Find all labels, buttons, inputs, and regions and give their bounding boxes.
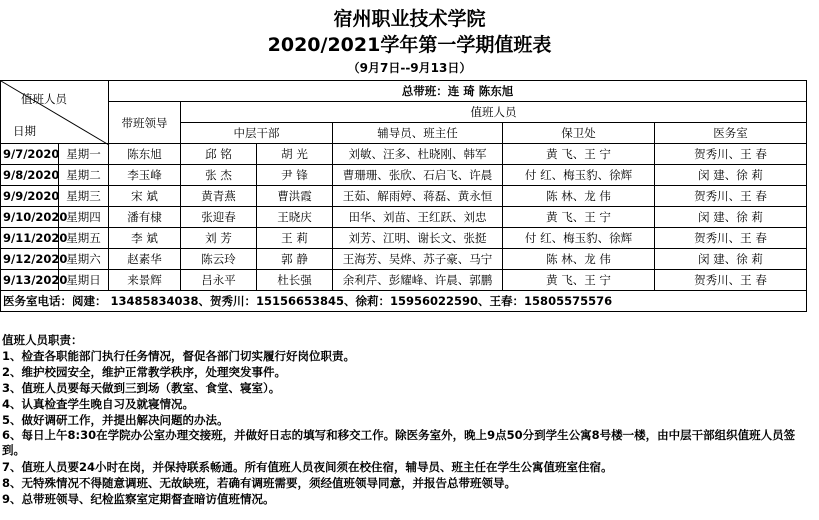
corner-date-label: 日期 — [13, 124, 36, 138]
middle-cadre-cell: 郭 静 — [257, 249, 333, 270]
middle-cadre-header: 中层干部 — [181, 123, 333, 144]
security-cell: 黄 飞、王 宁 — [503, 270, 655, 291]
security-cell: 陈 林、龙 伟 — [503, 249, 655, 270]
table-row — [1, 144, 807, 165]
security-cell: 黄 飞、王 宁 — [503, 144, 655, 165]
clinic-cell: 贺秀川、王 春 — [655, 270, 807, 291]
date-cell: 9/10/2020 — [1, 207, 59, 228]
leader-cell: 宋 斌 — [109, 186, 181, 207]
middle-cadre-cell: 张迎春 — [181, 207, 257, 228]
leader-cell: 李 斌 — [109, 228, 181, 249]
middle-cadre-cell: 胡 光 — [257, 144, 333, 165]
duty-schedule-table — [0, 80, 807, 312]
clinic-cell: 贺秀川、王 春 — [655, 144, 807, 165]
duty-item: 6、每日上午8:30在学院办公室办理交接班，并做好日志的填写和移交工作。除医务室外，晚上9点50分到学生公寓8号楼一楼，由中层干部组织值班人员签到。 — [2, 428, 796, 457]
duty-item: 9、总带班领导、纪检监察室定期督查暗访值班情况。 — [2, 492, 275, 506]
leader-cell: 陈东旭 — [109, 144, 181, 165]
leader-cell: 来景辉 — [109, 270, 181, 291]
clinic-cell: 贺秀川、王 春 — [655, 228, 807, 249]
table-row — [1, 228, 807, 249]
leader-cell: 潘有棣 — [109, 207, 181, 228]
corner-header-cell — [1, 81, 109, 144]
duty-item: 2、维护校园安全，维护正常教学秩序，处理突发事件。 — [2, 365, 286, 379]
counselor-cell: 王茹、解雨婷、蒋磊、黄永恒 — [333, 186, 503, 207]
counselor-cell: 刘芳、江明、谢长文、张挺 — [333, 228, 503, 249]
date-cell: 9/9/2020 — [1, 186, 59, 207]
clinic-cell: 闵 建、徐 莉 — [655, 165, 807, 186]
middle-cadre-cell: 王晓庆 — [257, 207, 333, 228]
table-row — [1, 270, 807, 291]
table-row — [1, 186, 807, 207]
weekday-cell: 星期日 — [59, 270, 109, 291]
schedule-title: 2020/2021学年第一学期值班表 — [267, 34, 552, 56]
date-cell: 9/7/2020 — [1, 144, 59, 165]
middle-cadre-cell: 曹洪霞 — [257, 186, 333, 207]
counselor-cell: 田华、刘苗、王红跃、刘忠 — [333, 207, 503, 228]
date-cell: 9/13/2020 — [1, 270, 59, 291]
duties-heading: 值班人员职责： — [2, 333, 83, 347]
weekday-cell: 星期二 — [59, 165, 109, 186]
table-row — [1, 249, 807, 270]
middle-cadre-cell: 王 莉 — [257, 228, 333, 249]
date-range: （9月7日--9月13日） — [347, 61, 472, 75]
counselor-cell: 曹珊珊、张欣、石启飞、许晨 — [333, 165, 503, 186]
security-cell: 陈 林、龙 伟 — [503, 186, 655, 207]
middle-cadre-cell: 尹 锋 — [257, 165, 333, 186]
middle-cadre-cell: 邱 铭 — [181, 144, 257, 165]
clinic-phone-cell: 医务室电话：阅建： 13485834038、贺秀川：15156653845、徐莉：15956022590、王春：15805575576 — [1, 291, 807, 312]
school-name: 宿州职业技术学院 — [333, 8, 486, 30]
duty-item: 1、检查各职能部门执行任务情况，督促各部门切实履行好岗位职责。 — [2, 349, 355, 363]
leader-cell: 李玉峰 — [109, 165, 181, 186]
header-row-2 — [1, 102, 807, 123]
counselor-cell: 王海芳、吴烨、苏子豪、马宁 — [333, 249, 503, 270]
table-row — [1, 165, 807, 186]
corner-staff-label: 值班人员 — [21, 92, 67, 106]
middle-cadre-cell: 张 杰 — [181, 165, 257, 186]
weekday-cell: 星期一 — [59, 144, 109, 165]
clinic-cell: 贺秀川、王 春 — [655, 186, 807, 207]
date-cell: 9/11/2020 — [1, 228, 59, 249]
weekday-cell: 星期四 — [59, 207, 109, 228]
staff-header: 值班人员 — [181, 102, 807, 123]
middle-cadre-cell: 黄青燕 — [181, 186, 257, 207]
table-row — [1, 207, 807, 228]
duty-item: 8、无特殊情况不得随意调班、无故缺班，若确有调班需要，须经值班领导同意，并报告总带班领导。 — [2, 476, 516, 490]
security-cell: 付 红、梅玉豹、徐辉 — [503, 165, 655, 186]
clinic-cell: 闵 建、徐 莉 — [655, 249, 807, 270]
clinic-phone-row — [1, 291, 807, 312]
duty-responsibilities — [2, 332, 808, 507]
middle-cadre-cell: 吕永平 — [181, 270, 257, 291]
date-cell: 9/8/2020 — [1, 165, 59, 186]
duty-item: 5、做好调研工作，并提出解决问题的办法。 — [2, 413, 229, 427]
middle-cadre-cell: 杜长强 — [257, 270, 333, 291]
duty-item: 4、认真检查学生晚自习及就寝情况。 — [2, 397, 194, 411]
weekday-cell: 星期五 — [59, 228, 109, 249]
security-cell: 黄 飞、王 宁 — [503, 207, 655, 228]
general-duty-cell: 总带班：连 琦 陈东旭 — [109, 81, 807, 102]
middle-cadre-cell: 刘 芳 — [181, 228, 257, 249]
leader-header: 带班领导 — [109, 102, 181, 144]
clinic-header: 医务室 — [655, 123, 807, 144]
counselor-header: 辅导员、班主任 — [333, 123, 503, 144]
clinic-cell: 闵 建、徐 莉 — [655, 207, 807, 228]
security-header: 保卫处 — [503, 123, 655, 144]
duty-item: 3、值班人员要每天做到三到场（教室、食堂、寝室）。 — [2, 381, 281, 395]
duty-item: 7、值班人员要24小时在岗，并保持联系畅通。所有值班人员夜间须在校住宿，辅导员、班主任在学生公寓值班室住宿。 — [2, 460, 613, 474]
weekday-cell: 星期三 — [59, 186, 109, 207]
counselor-cell: 刘敏、汪多、杜晓刚、韩军 — [333, 144, 503, 165]
leader-cell: 赵素华 — [109, 249, 181, 270]
header-row-1 — [1, 81, 807, 102]
counselor-cell: 余利芹、彭耀峰、许晨、郭鹏 — [333, 270, 503, 291]
weekday-cell: 星期六 — [59, 249, 109, 270]
middle-cadre-cell: 陈云玲 — [181, 249, 257, 270]
security-cell: 付 红、梅玉豹、徐辉 — [503, 228, 655, 249]
date-cell: 9/12/2020 — [1, 249, 59, 270]
